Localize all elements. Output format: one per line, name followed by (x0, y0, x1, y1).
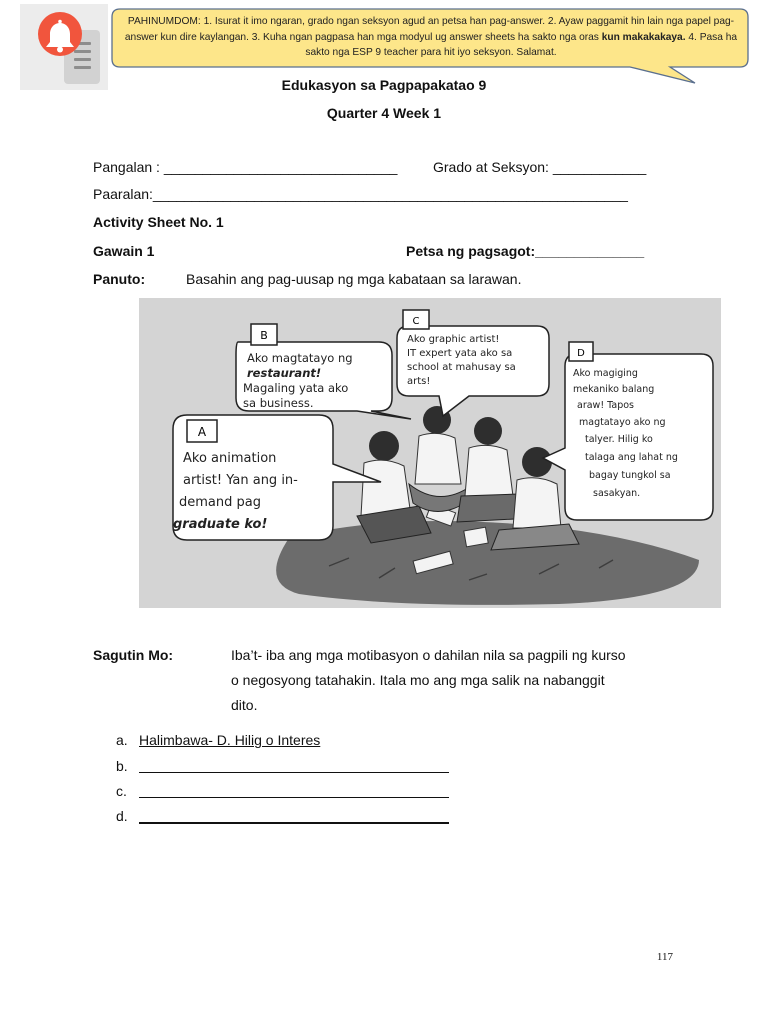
svg-text:talaga ang lahat ng: talaga ang lahat ng (585, 452, 678, 463)
svg-text:sasakyan.: sasakyan. (593, 488, 641, 499)
svg-text:Ako magtatayo ng: Ako magtatayo ng (247, 351, 353, 365)
sagutin-line-3: dito. (231, 697, 258, 713)
svg-text:mekaniko balang: mekaniko balang (573, 384, 655, 395)
answer-letter-c: c. (116, 783, 127, 799)
svg-text:bagay tungkol sa: bagay tungkol sa (589, 470, 671, 481)
sagutin-label: Sagutin Mo: (93, 647, 174, 663)
svg-text:talyer. Hilig ko: talyer. Hilig ko (585, 434, 653, 445)
svg-text:graduate ko!: graduate ko! (173, 517, 268, 532)
document-title: Edukasyon sa Pagpapakatao 9 (281, 77, 487, 93)
svg-text:arts!: arts! (407, 376, 431, 387)
svg-text:sa business.: sa business. (243, 396, 314, 410)
svg-text:IT expert yata ako sa: IT expert yata ako sa (407, 348, 513, 359)
answer-letter-d: d. (116, 808, 128, 824)
svg-text:restaurant!: restaurant! (247, 366, 322, 380)
svg-text:artist! Yan ang in-: artist! Yan ang in- (183, 473, 298, 488)
answer-line-c[interactable] (139, 783, 449, 798)
answer-letter-a: a. (116, 732, 128, 748)
svg-text:araw! Tapos: araw! Tapos (577, 400, 634, 411)
answer-line-b[interactable] (139, 758, 449, 773)
bubble-c-letter: C (412, 316, 420, 327)
reminder-callout (110, 8, 750, 86)
book (464, 527, 488, 547)
sagutin-line-2: o negosyong tatahakin. Itala mo ang mga salik na nabanggit (231, 672, 605, 688)
answer-letter-b: b. (116, 758, 128, 774)
svg-text:Ako magiging: Ako magiging (573, 368, 638, 379)
answer-example: Halimbawa- D. Hilig o Interes (139, 732, 321, 748)
school-field: Paaralan:_____________________________________________________________ (93, 186, 628, 202)
name-field: Pangalan : ______________________________ (93, 159, 398, 175)
document-subtitle: Quarter 4 Week 1 (326, 105, 442, 121)
speech-bubble-d (543, 342, 713, 520)
gawain-label: Gawain 1 (93, 243, 155, 259)
svg-text:school at mahusay sa: school at mahusay sa (407, 362, 516, 373)
sagutin-line-1: Iba’t- iba ang mga motibasyon o dahilan nila sa pagpili ng kurso (231, 647, 626, 663)
answer-line-d[interactable] (139, 808, 449, 824)
svg-text:Magaling yata ako: Magaling yata ako (243, 381, 349, 395)
svg-text:magtatayo ako ng: magtatayo ako ng (579, 417, 666, 428)
reminder-text: PAHINUMDOM: 1. Isurat it imo ngaran, grado ngan seksyon agud an petsa han pag-answer. 2. Ayaw paggamit hin lain nga papel pag-answer kun dire kaylangan. 3. Kuha ngan pagpasa han mga modyul ug answer sheets ha sakto nga oras kun makakakaya. 4. Pasa ha sakto nga ESP 9 teacher para hit iyo seksyon. Salamat. (124, 16, 738, 58)
svg-text:Ako graphic artist!: Ako graphic artist! (407, 334, 500, 345)
date-field: Petsa ng pagsagot:______________ (406, 243, 645, 259)
bubble-a-letter: A (197, 425, 207, 439)
grade-section-field: Grado at Seksyon: ____________ (433, 159, 647, 175)
panuto-text: Basahin ang pag-uusap ng mga kabataan sa larawan. (186, 271, 522, 287)
bubble-b-letter: B (260, 329, 268, 342)
svg-text:demand pag: demand pag (179, 495, 261, 510)
activity-sheet-heading: Activity Sheet No. 1 (93, 214, 224, 230)
illustration (139, 298, 721, 608)
page-number: 117 (656, 951, 673, 963)
panuto-label: Panuto: (93, 271, 146, 287)
bubble-d-letter: D (577, 348, 585, 359)
svg-text:Ako animation: Ako animation (183, 451, 277, 466)
